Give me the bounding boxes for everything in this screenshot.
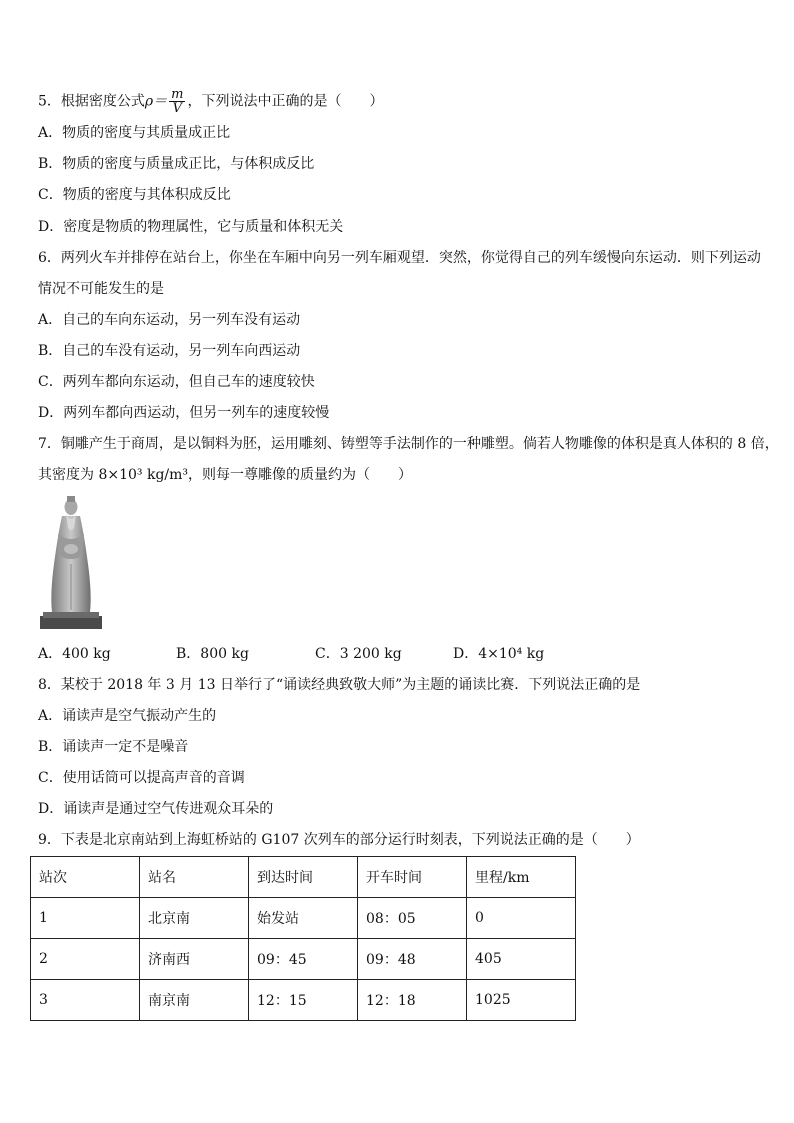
cell: 405 <box>467 939 576 980</box>
formula-denominator: V <box>172 101 183 116</box>
density-formula-fraction <box>169 88 185 115</box>
q6-stem-line1: 6．两列火车并排停在站台上，你坐在车厢中向另一列车厢观望．突然，你觉得自己的列车缓慢向东运动．则下列运动 <box>38 250 761 266</box>
q7-option-b: B．800 kg <box>176 646 249 662</box>
q7-option-c: C．3 200 kg <box>315 646 402 662</box>
q7-option-d: D．4×10⁴ kg <box>453 646 545 662</box>
q6-option-b: B．自己的车没有运动，另一列车向西运动 <box>38 343 301 359</box>
cell: 0 <box>467 898 576 939</box>
q8-option-b: B．诵读声一定不是噪音 <box>38 739 189 755</box>
cell: 08：05 <box>358 898 467 939</box>
header-station-number: 站次 <box>31 857 140 898</box>
q8-option-d: D．诵读声是通过空气传进观众耳朵的 <box>38 801 274 817</box>
cell: 09：45 <box>249 939 358 980</box>
cell: 1025 <box>467 980 576 1021</box>
q5-option-b: B．物质的密度与质量成正比，与体积成反比 <box>38 156 315 172</box>
q6-option-a: A．自己的车向东运动，另一列车没有运动 <box>38 312 301 328</box>
q5-option-a: A．物质的密度与其质量成正比 <box>38 125 231 141</box>
header-departure-time: 开车时间 <box>358 857 467 898</box>
q9-stem: 9．下表是北京南站到上海虹桥站的 G107 次列车的部分运行时刻表，下列说法正确的是（ ） <box>38 832 640 848</box>
formula-numerator: m <box>171 87 184 102</box>
bronze-statue-image <box>40 494 102 629</box>
q5-stem-suffix: ，下列说法中正确的是（ ） <box>187 93 384 110</box>
table-row <box>31 939 576 980</box>
cell: 始发站 <box>249 898 358 939</box>
q8-option-c: C．使用话筒可以提高声音的音调 <box>38 770 245 786</box>
cell: 09：48 <box>358 939 467 980</box>
q7-option-a: A．400 kg <box>38 646 111 662</box>
table-row <box>31 898 576 939</box>
header-mileage: 里程/km <box>467 857 576 898</box>
q7-stem-line1: 7．铜雕产生于商周，是以铜料为胚，运用雕刻、铸塑等手法制作的一种雕塑。倘若人物雕像的体积是真人体积的 8 倍， <box>38 436 779 452</box>
cell: 12：18 <box>358 980 467 1021</box>
q5-stem-prefix: 5．根据密度公式 <box>38 93 145 110</box>
train-timetable <box>30 856 576 1021</box>
q5-stem <box>38 88 383 115</box>
q6-option-d: D．两列车都向西运动，但另一列车的速度较慢 <box>38 405 330 421</box>
cell: 3 <box>31 980 140 1021</box>
cell: 北京南 <box>140 898 249 939</box>
cell: 12：15 <box>249 980 358 1021</box>
cell: 南京南 <box>140 980 249 1021</box>
q8-option-a: A．诵读声是空气振动产生的 <box>38 708 217 724</box>
cell: 1 <box>31 898 140 939</box>
q8-stem: 8．某校于 2018 年 3 月 13 日举行了“诵读经典致敬大师”为主题的诵读比赛．下列说法正确的是 <box>38 677 641 693</box>
cell: 济南西 <box>140 939 249 980</box>
cell: 2 <box>31 939 140 980</box>
q5-option-c: C．物质的密度与其体积成反比 <box>38 187 231 203</box>
q6-stem-line2: 情况不可能发生的是 <box>38 281 164 297</box>
q5-rho: ρ＝ <box>144 93 168 110</box>
q7-stem-line2: 其密度为 8×10³ kg/m³，则每一尊雕像的质量约为（ ） <box>38 467 413 483</box>
q6-option-c: C．两列车都向东运动，但自己车的速度较快 <box>38 374 315 390</box>
header-arrival-time: 到达时间 <box>249 857 358 898</box>
q5-option-d: D．密度是物质的物理属性，它与质量和体积无关 <box>38 219 344 235</box>
table-header-row <box>31 857 576 898</box>
header-station-name: 站名 <box>140 857 249 898</box>
q7-options <box>38 644 598 664</box>
table-row <box>31 980 576 1021</box>
